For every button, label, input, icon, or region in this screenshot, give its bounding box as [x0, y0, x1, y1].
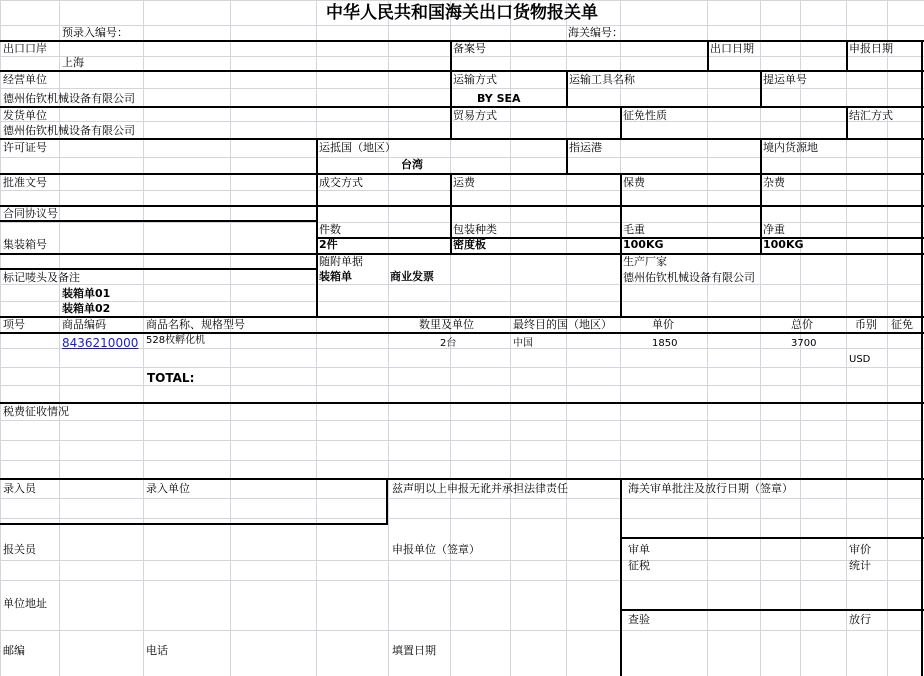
marks-label: 标记唛头及备注 [3, 271, 80, 284]
export-port-label: 出口口岸 [3, 42, 47, 55]
license-no-label: 许可证号 [3, 141, 47, 154]
package-value: 密度板 [453, 238, 486, 251]
customs-remark-label: 海关审单批注及放行日期（签章） [628, 482, 793, 495]
shipper-label: 发货单位 [3, 109, 47, 122]
pricing-label: 审价 [849, 543, 871, 556]
document-commercial-invoice: 商业发票 [390, 270, 434, 283]
transport-mode-label: 运输方式 [453, 73, 497, 86]
declaring-unit-label: 申报单位（签章） [392, 543, 480, 556]
col-hs-code: 商品编码 [62, 318, 106, 331]
vessel-label: 运输工具名称 [569, 73, 635, 86]
goods-unit-price: 1850 [652, 338, 678, 349]
deal-mode-label: 成交方式 [319, 176, 363, 189]
port-label: 指运港 [569, 141, 602, 154]
entry-unit-label: 录入单位 [146, 482, 190, 495]
declarant-label: 报关员 [3, 543, 36, 556]
trade-mode-label: 贸易方式 [453, 109, 497, 122]
goods-hs-code-link[interactable]: 8436210000 [62, 336, 139, 350]
contract-no-label: 合同协议号 [3, 207, 58, 220]
freight-label: 运费 [453, 176, 475, 189]
domestic-source-label: 境内货源地 [763, 141, 818, 154]
export-date-label: 出口日期 [710, 42, 754, 55]
manufacturer-label: 生产厂家 [623, 255, 667, 268]
pre-entry-no-label: 预录入编号： [62, 26, 128, 39]
release-label: 放行 [849, 613, 871, 626]
tax-nature-label: 征免性质 [623, 109, 667, 122]
goods-name: 528枚孵化机 [146, 335, 206, 346]
net-weight-value: 100KG [763, 238, 804, 251]
net-weight-label: 净重 [763, 223, 785, 236]
statistics-label: 统计 [849, 559, 871, 572]
unit-address-label: 单位地址 [3, 597, 47, 610]
fill-date-label: 填置日期 [392, 644, 436, 657]
tax-status-label: 税费征收情况 [3, 405, 69, 418]
container-no-label: 集装箱号 [3, 238, 47, 251]
declaration-statement: 兹声明以上申报无讹并承担法律责任 [392, 482, 568, 495]
manufacturer-value: 德州佑钦机械设备有限公司 [623, 271, 755, 284]
pieces-value: 2件 [319, 238, 338, 251]
col-unit-price: 单价 [652, 318, 674, 331]
pieces-label: 件数 [319, 223, 341, 236]
postcode-label: 邮编 [3, 644, 25, 657]
entry-clerk-label: 录入员 [3, 482, 36, 495]
shipper-value: 德州佑钦机械设备有限公司 [3, 124, 135, 137]
customs-no-label: 海关编号： [568, 26, 623, 39]
operator-label: 经营单位 [3, 73, 47, 86]
form-title: 中华人民共和国海关出口货物报关单 [326, 3, 598, 23]
col-exemption: 征免 [891, 318, 913, 331]
phone-label: 电话 [146, 644, 168, 657]
document-packing-list: 装箱单 [319, 270, 352, 283]
misc-label: 杂费 [763, 176, 785, 189]
goods-total-price: 3700 [791, 338, 817, 349]
record-no-label: 备案号 [453, 42, 486, 55]
bl-no-label: 提运单号 [763, 73, 807, 86]
gross-weight-value: 100KG [623, 238, 664, 251]
operator-value: 德州佑钦机械设备有限公司 [3, 92, 135, 105]
total-label: TOTAL: [147, 371, 195, 385]
goods-dest: 中国 [513, 338, 533, 349]
export-port-value: 上海 [62, 56, 84, 69]
col-total-price: 总价 [791, 318, 813, 331]
tax-collection-label: 征税 [628, 559, 650, 572]
col-name-spec: 商品名称、规格型号 [146, 318, 245, 331]
insurance-label: 保费 [623, 176, 645, 189]
approval-no-label: 批准文号 [3, 176, 47, 189]
documents-label: 随附单据 [319, 255, 363, 268]
dest-country-label: 运抵国（地区） [319, 141, 396, 154]
marks-line-1: 装箱单01 [62, 287, 111, 300]
settlement-label: 结汇方式 [849, 109, 893, 122]
col-currency: 币别 [855, 318, 877, 331]
dest-country-value: 台湾 [401, 158, 423, 171]
goods-qty: 2台 [440, 338, 457, 349]
gross-weight-label: 毛重 [623, 223, 645, 236]
inspection-label: 查验 [628, 613, 650, 626]
package-label: 包装种类 [453, 223, 497, 236]
goods-currency: USD [849, 354, 871, 365]
review-label: 审单 [628, 543, 650, 556]
declare-date-label: 申报日期 [849, 42, 893, 55]
marks-line-2: 装箱单02 [62, 302, 111, 315]
col-qty-unit: 数里及单位 [419, 318, 474, 331]
transport-mode-value: BY SEA [477, 92, 521, 105]
col-item-no: 项号 [3, 318, 25, 331]
col-dest: 最终目的国（地区） [513, 318, 612, 331]
